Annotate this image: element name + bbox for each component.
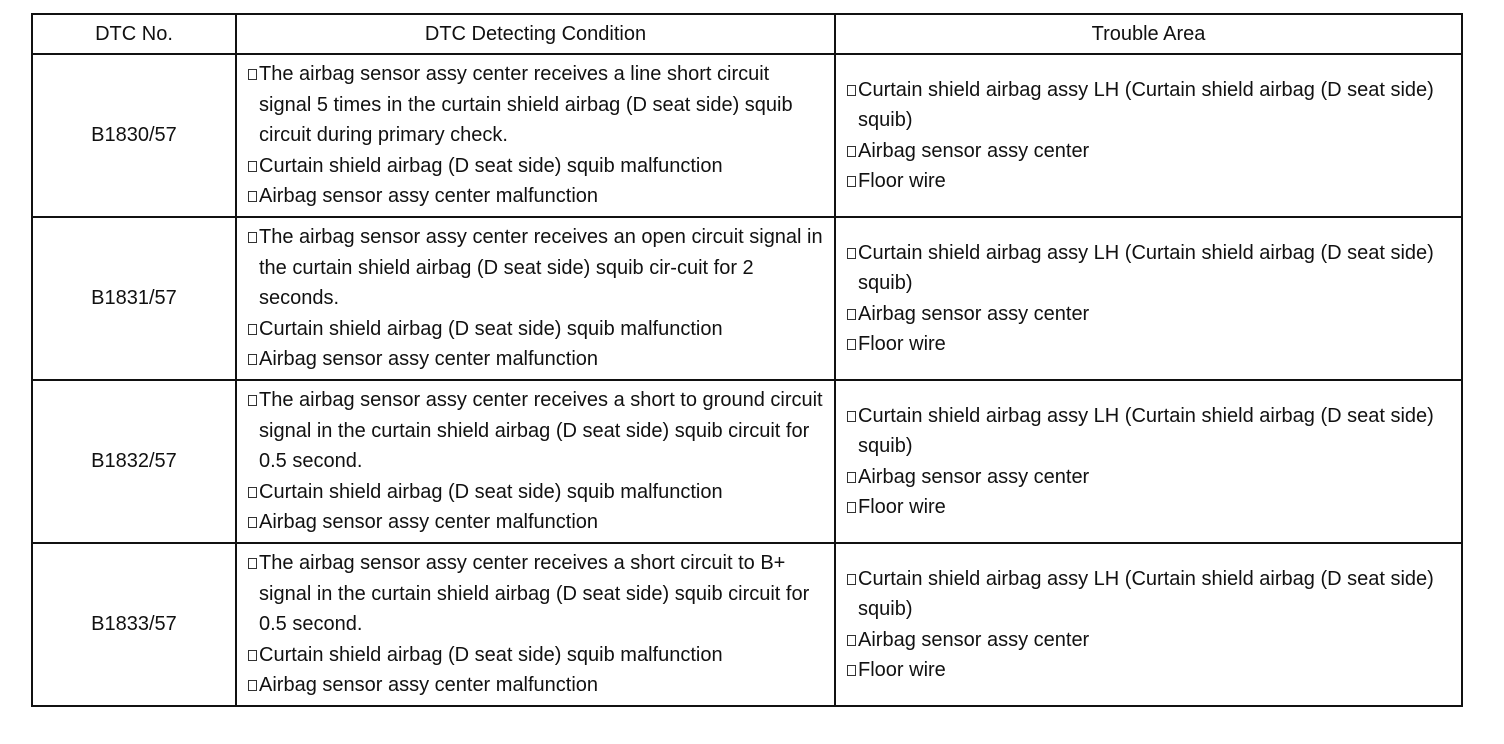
condition-text: Airbag sensor assy center malfunction <box>259 185 599 208</box>
checkbox-bullet-icon <box>248 191 257 202</box>
trouble-area-text: Floor wire <box>858 659 946 681</box>
trouble-area-text: Floor wire <box>858 333 946 355</box>
trouble-area-cell <box>835 54 1462 217</box>
checkbox-bullet-icon <box>248 324 257 335</box>
list-item <box>247 314 826 345</box>
condition-text: The airbag sensor assy center receives a line short circuit signal 5 times in the curtain shield airbag (D seat side) squib circuit during primary check. <box>259 63 793 147</box>
checkbox-bullet-icon <box>248 395 257 406</box>
condition-cell <box>236 54 835 217</box>
checkbox-bullet-icon <box>847 248 856 259</box>
condition-text: Curtain shield airbag (D seat side) squib malfunction <box>259 643 723 666</box>
list-item <box>846 564 1451 625</box>
list-item <box>247 151 826 182</box>
condition-cell <box>236 217 835 380</box>
condition-text: Curtain shield airbag (D seat side) squib malfunction <box>259 154 723 177</box>
condition-text: The airbag sensor assy center receives an open circuit signal in the curtain shield airbag (D seat side) squib cir-cuit for 2 seconds. <box>259 226 823 310</box>
table-row <box>32 54 1462 217</box>
list-item <box>846 462 1451 493</box>
condition-text: The airbag sensor assy center receives a short circuit to B+ signal in the curtain shield airbag (D seat side) squib circuit for 0.5 second. <box>259 552 810 636</box>
checkbox-bullet-icon <box>847 85 856 96</box>
condition-text: Curtain shield airbag (D seat side) squib malfunction <box>259 480 723 503</box>
trouble-area-cell <box>835 380 1462 543</box>
checkbox-bullet-icon <box>248 487 257 498</box>
list-item <box>247 222 826 314</box>
checkbox-bullet-icon <box>248 650 257 661</box>
checkbox-bullet-icon <box>248 354 257 365</box>
trouble-area-cell <box>835 543 1462 706</box>
dtc-table <box>31 13 1463 707</box>
list-item <box>846 166 1451 197</box>
trouble-area-text: Airbag sensor assy center <box>858 302 1090 325</box>
list-item <box>247 670 826 701</box>
trouble-area-text: Airbag sensor assy center <box>858 139 1090 162</box>
checkbox-bullet-icon <box>847 635 856 646</box>
condition-cell <box>236 380 835 543</box>
trouble-area-text: Curtain shield airbag assy LH (Curtain shield airbag (D seat side) squib) <box>858 78 1434 131</box>
trouble-area-text: Floor wire <box>858 496 946 518</box>
checkbox-bullet-icon <box>847 146 856 157</box>
condition-list <box>247 548 826 701</box>
list-item <box>247 507 826 538</box>
checkbox-bullet-icon <box>248 69 257 80</box>
list-item <box>846 492 1451 523</box>
condition-text: Airbag sensor assy center malfunction <box>259 348 599 371</box>
dtc-code: B1832/57 <box>32 380 236 543</box>
checkbox-bullet-icon <box>847 309 856 320</box>
list-item <box>846 136 1451 167</box>
checkbox-bullet-icon <box>847 665 856 676</box>
checkbox-bullet-icon <box>248 680 257 691</box>
trouble-area-list <box>846 238 1451 360</box>
condition-list <box>247 222 826 375</box>
trouble-area-text: Airbag sensor assy center <box>858 465 1090 488</box>
trouble-area-text: Curtain shield airbag assy LH (Curtain shield airbag (D seat side) squib) <box>858 241 1434 294</box>
trouble-area-cell <box>835 217 1462 380</box>
trouble-area-text: Curtain shield airbag assy LH (Curtain shield airbag (D seat side) squib) <box>858 404 1434 457</box>
trouble-area-list <box>846 401 1451 523</box>
trouble-area-list <box>846 75 1451 197</box>
header-condition: DTC Detecting Condition <box>236 14 835 54</box>
list-item <box>846 299 1451 330</box>
list-item <box>846 655 1451 686</box>
checkbox-bullet-icon <box>847 502 856 513</box>
condition-text: Curtain shield airbag (D seat side) squib malfunction <box>259 317 723 340</box>
trouble-area-text: Curtain shield airbag assy LH (Curtain shield airbag (D seat side) squib) <box>858 567 1434 620</box>
condition-text: Airbag sensor assy center malfunction <box>259 511 599 534</box>
condition-list <box>247 59 826 212</box>
list-item <box>247 548 826 640</box>
table-row <box>32 543 1462 706</box>
trouble-area-text: Airbag sensor assy center <box>858 628 1090 651</box>
checkbox-bullet-icon <box>248 517 257 528</box>
dtc-code: B1830/57 <box>32 54 236 217</box>
list-item <box>846 329 1451 360</box>
condition-text: Airbag sensor assy center malfunction <box>259 674 599 697</box>
header-trouble-area: Trouble Area <box>835 14 1462 54</box>
table-row <box>32 380 1462 543</box>
header-dtc-no: DTC No. <box>32 14 236 54</box>
table-row <box>32 217 1462 380</box>
checkbox-bullet-icon <box>248 232 257 243</box>
list-item <box>247 640 826 671</box>
list-item <box>846 75 1451 136</box>
checkbox-bullet-icon <box>248 558 257 569</box>
checkbox-bullet-icon <box>847 176 856 187</box>
list-item <box>247 385 826 477</box>
trouble-area-list <box>846 564 1451 686</box>
condition-cell <box>236 543 835 706</box>
condition-list <box>247 385 826 538</box>
list-item <box>846 401 1451 462</box>
list-item <box>846 238 1451 299</box>
list-item <box>247 477 826 508</box>
list-item <box>846 625 1451 656</box>
checkbox-bullet-icon <box>847 411 856 422</box>
checkbox-bullet-icon <box>847 472 856 483</box>
dtc-code: B1833/57 <box>32 543 236 706</box>
list-item <box>247 59 826 151</box>
checkbox-bullet-icon <box>847 339 856 350</box>
checkbox-bullet-icon <box>847 574 856 585</box>
list-item <box>247 344 826 375</box>
checkbox-bullet-icon <box>248 161 257 172</box>
condition-text: The airbag sensor assy center receives a short to ground circuit signal in the curtain shield airbag (D seat side) squib circuit for 0.5 second. <box>259 389 823 473</box>
dtc-code: B1831/57 <box>32 217 236 380</box>
trouble-area-text: Floor wire <box>858 170 946 192</box>
header-row <box>32 14 1462 54</box>
list-item <box>247 181 826 212</box>
